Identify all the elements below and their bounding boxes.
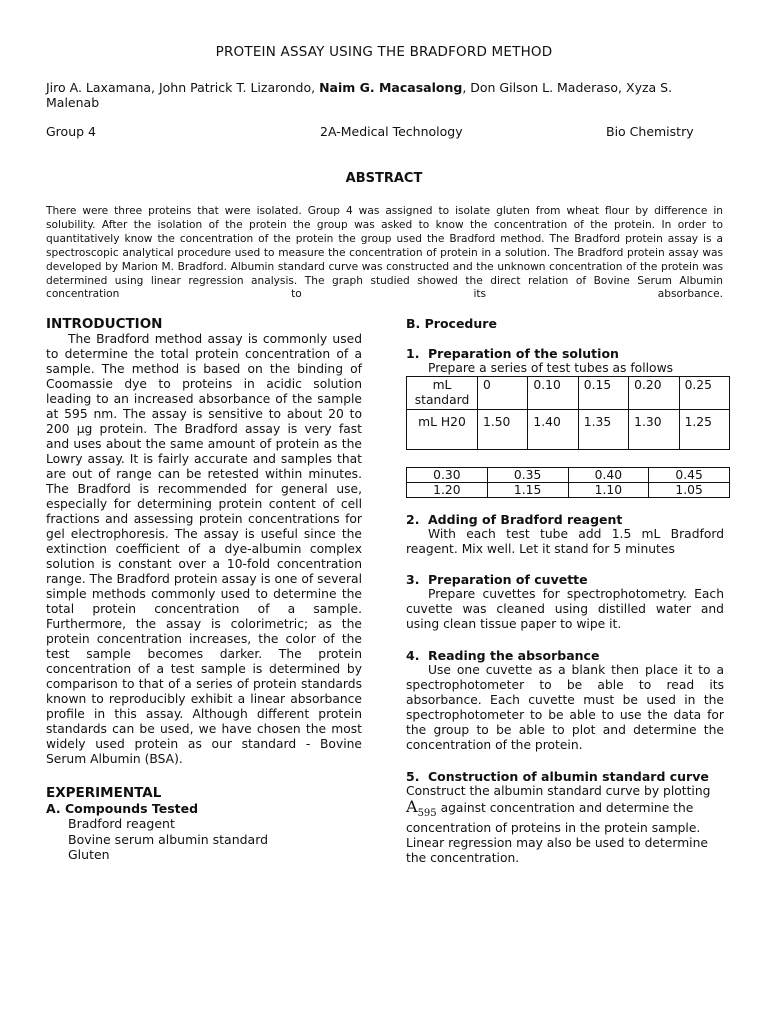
paper-title: PROTEIN ASSAY USING THE BRADFORD METHOD (215, 44, 553, 60)
compound-item: Gluten (68, 847, 110, 862)
table-cell-header: mL standard (407, 377, 478, 410)
introduction-heading: INTRODUCTION (46, 316, 163, 332)
table-cell: 0.25 (679, 377, 729, 410)
table-row (407, 483, 730, 498)
test-tube-table-1 (406, 376, 730, 450)
table-row (407, 377, 730, 410)
step-4-heading (406, 648, 724, 663)
compound-item: Bovine serum albumin standard (68, 831, 269, 847)
step-2-text: With each test tube add 1.5 mL Bradford reagent. Mix well. Let it stand for 5 minutes (406, 527, 724, 556)
step-1-heading (406, 346, 724, 361)
step-2-number: 2. (406, 512, 420, 527)
step-4-text: Use one cuvette as a blank then place it to a spectrophotometer to be able to read its absorbance. Each cuvette must be used in the spectrophotometer to be able to use the data for the group to be able to plot and determine the concentration of the protein. (406, 663, 724, 752)
step-5-title: Construction of albumin standard curve (428, 769, 709, 784)
table-cell: 1.25 (679, 410, 729, 450)
author-list (46, 80, 716, 110)
test-tube-table-2 (406, 467, 730, 498)
step-5-text-end: against concentration and determine the concentration of proteins in the protein sample. Linear regression may also be used to determine the concentration. (406, 801, 708, 866)
right-column (406, 316, 724, 866)
compounds-heading: A. Compounds Tested (46, 801, 199, 816)
step-5-text (406, 784, 724, 866)
procedure-heading: B. Procedure (406, 316, 497, 331)
group-label: Group 4 (46, 124, 96, 139)
step-3-number: 3. (406, 572, 420, 587)
table-cell-header: mL H20 (407, 410, 478, 450)
compound-item: Bradford reagent (68, 816, 175, 831)
step-4-number: 4. (406, 648, 420, 663)
step-5-number: 5. (406, 769, 420, 784)
table-cell: 0.35 (487, 468, 568, 483)
step-1-number: 1. (406, 346, 420, 361)
table-cell: 1.50 (478, 410, 528, 450)
step-1-text: Prepare a series of test tubes as follows (428, 361, 674, 375)
table-cell: 0 (478, 377, 528, 410)
table-cell: 0.40 (568, 468, 649, 483)
authors-part-2: , Don Gilson L. Maderaso, Xyza S. Malenab (46, 80, 673, 110)
step-3-text: Prepare cuvettes for spectrophotometry. Each cuvette was cleaned using distilled water and using clean tissue paper to wipe it. (406, 587, 724, 631)
left-column (46, 316, 362, 863)
step-3-heading (406, 572, 724, 587)
step-3-title: Preparation of cuvette (428, 572, 588, 587)
experimental-heading: EXPERIMENTAL (46, 785, 162, 801)
table-cell: 0.30 (407, 468, 488, 483)
step-2-title: Adding of Bradford reagent (428, 512, 623, 527)
table-row (407, 468, 730, 483)
introduction-text: The Bradford method assay is commonly used to determine the total protein concentration of a sample. The method is based on the binding of Coomassie dye to proteins in acidic solution leading to an increased absorbance of the sample at 595 nm. The assay is sensitive to about 20 to 200 µg protein. The Bradford assay is very fast and uses about the same amount of protein as the Lowry assay. It is fairly accurate and samples that are out of range can be retested within minutes. The Bradford is recommended for general use, especially for determining protein content of cell fractions and assessing protein concentrations for gel electrophoresis. The assay is useful since the extinction coefficient of a dye-albumin complex solution is constant over a 10-fold concentration range. The Bradford protein assay is one of several simple methods commonly used to determine the total protein concentration of a sample. Furthermore, the assay is colorimetric; as the protein concentration increases, the color of the test sample becomes darker. The protein concentration of a test sample is determined by comparison to that of a series of protein standards known to reproducibly exhibit a linear absorbance profile in this assay. Although different protein standards can be used, we have chosen the most widely used protein as our standard - Bovine Serum Albumin (BSA). (46, 332, 362, 766)
table-cell: 0.10 (528, 377, 578, 410)
step-5-text-start: Construct the albumin standard curve by plotting (406, 784, 711, 798)
table-cell: 0.20 (629, 377, 679, 410)
table-cell: 1.35 (578, 410, 628, 450)
step-4-title: Reading the absorbance (428, 648, 600, 663)
step-2-heading (406, 512, 724, 527)
absorbance-letter: A (406, 797, 418, 816)
step-5-heading (406, 769, 724, 784)
authors-part-1: Jiro A. Laxamana, John Patrick T. Lizarondo, (46, 80, 320, 95)
table-row (407, 410, 730, 450)
course-label: 2A-Medical Technology (320, 124, 463, 139)
absorbance-wavelength: 595 (417, 808, 437, 820)
table-cell: 0.45 (649, 468, 730, 483)
table-cell: 1.20 (407, 483, 488, 498)
table-cell: 1.05 (649, 483, 730, 498)
abstract-text: There were three proteins that were isolated. Group 4 was assigned to isolate gluten from wheat flour by difference in solubility. After the isolation of the protein the group was asked to know the concentration of the protein. In order to quantitatively know the concentration of the protein the group used the Bradford method. The Bradford protein assay is a spectroscopic analytical procedure used to measure the concentration of protein in a solution. The Bradford protein assay was developed by Marion M. Bradford. Albumin standard curve was constructed and the unknown concentration of the protein was determined using linear regression analysis. The graph studied showed the direct relation of Bovine Serum Albumin concentration to its absorbance. (46, 205, 723, 301)
subject-label: Bio Chemistry (606, 124, 694, 139)
absorbance-symbol (406, 797, 437, 820)
table-cell: 1.40 (528, 410, 578, 450)
table-cell: 0.15 (578, 377, 628, 410)
table-cell: 1.30 (629, 410, 679, 450)
author-highlighted: Naim G. Macasalong (319, 80, 463, 95)
abstract-heading: ABSTRACT (345, 171, 423, 186)
table-cell: 1.15 (487, 483, 568, 498)
step-1-title: Preparation of the solution (428, 346, 619, 361)
table-cell: 1.10 (568, 483, 649, 498)
